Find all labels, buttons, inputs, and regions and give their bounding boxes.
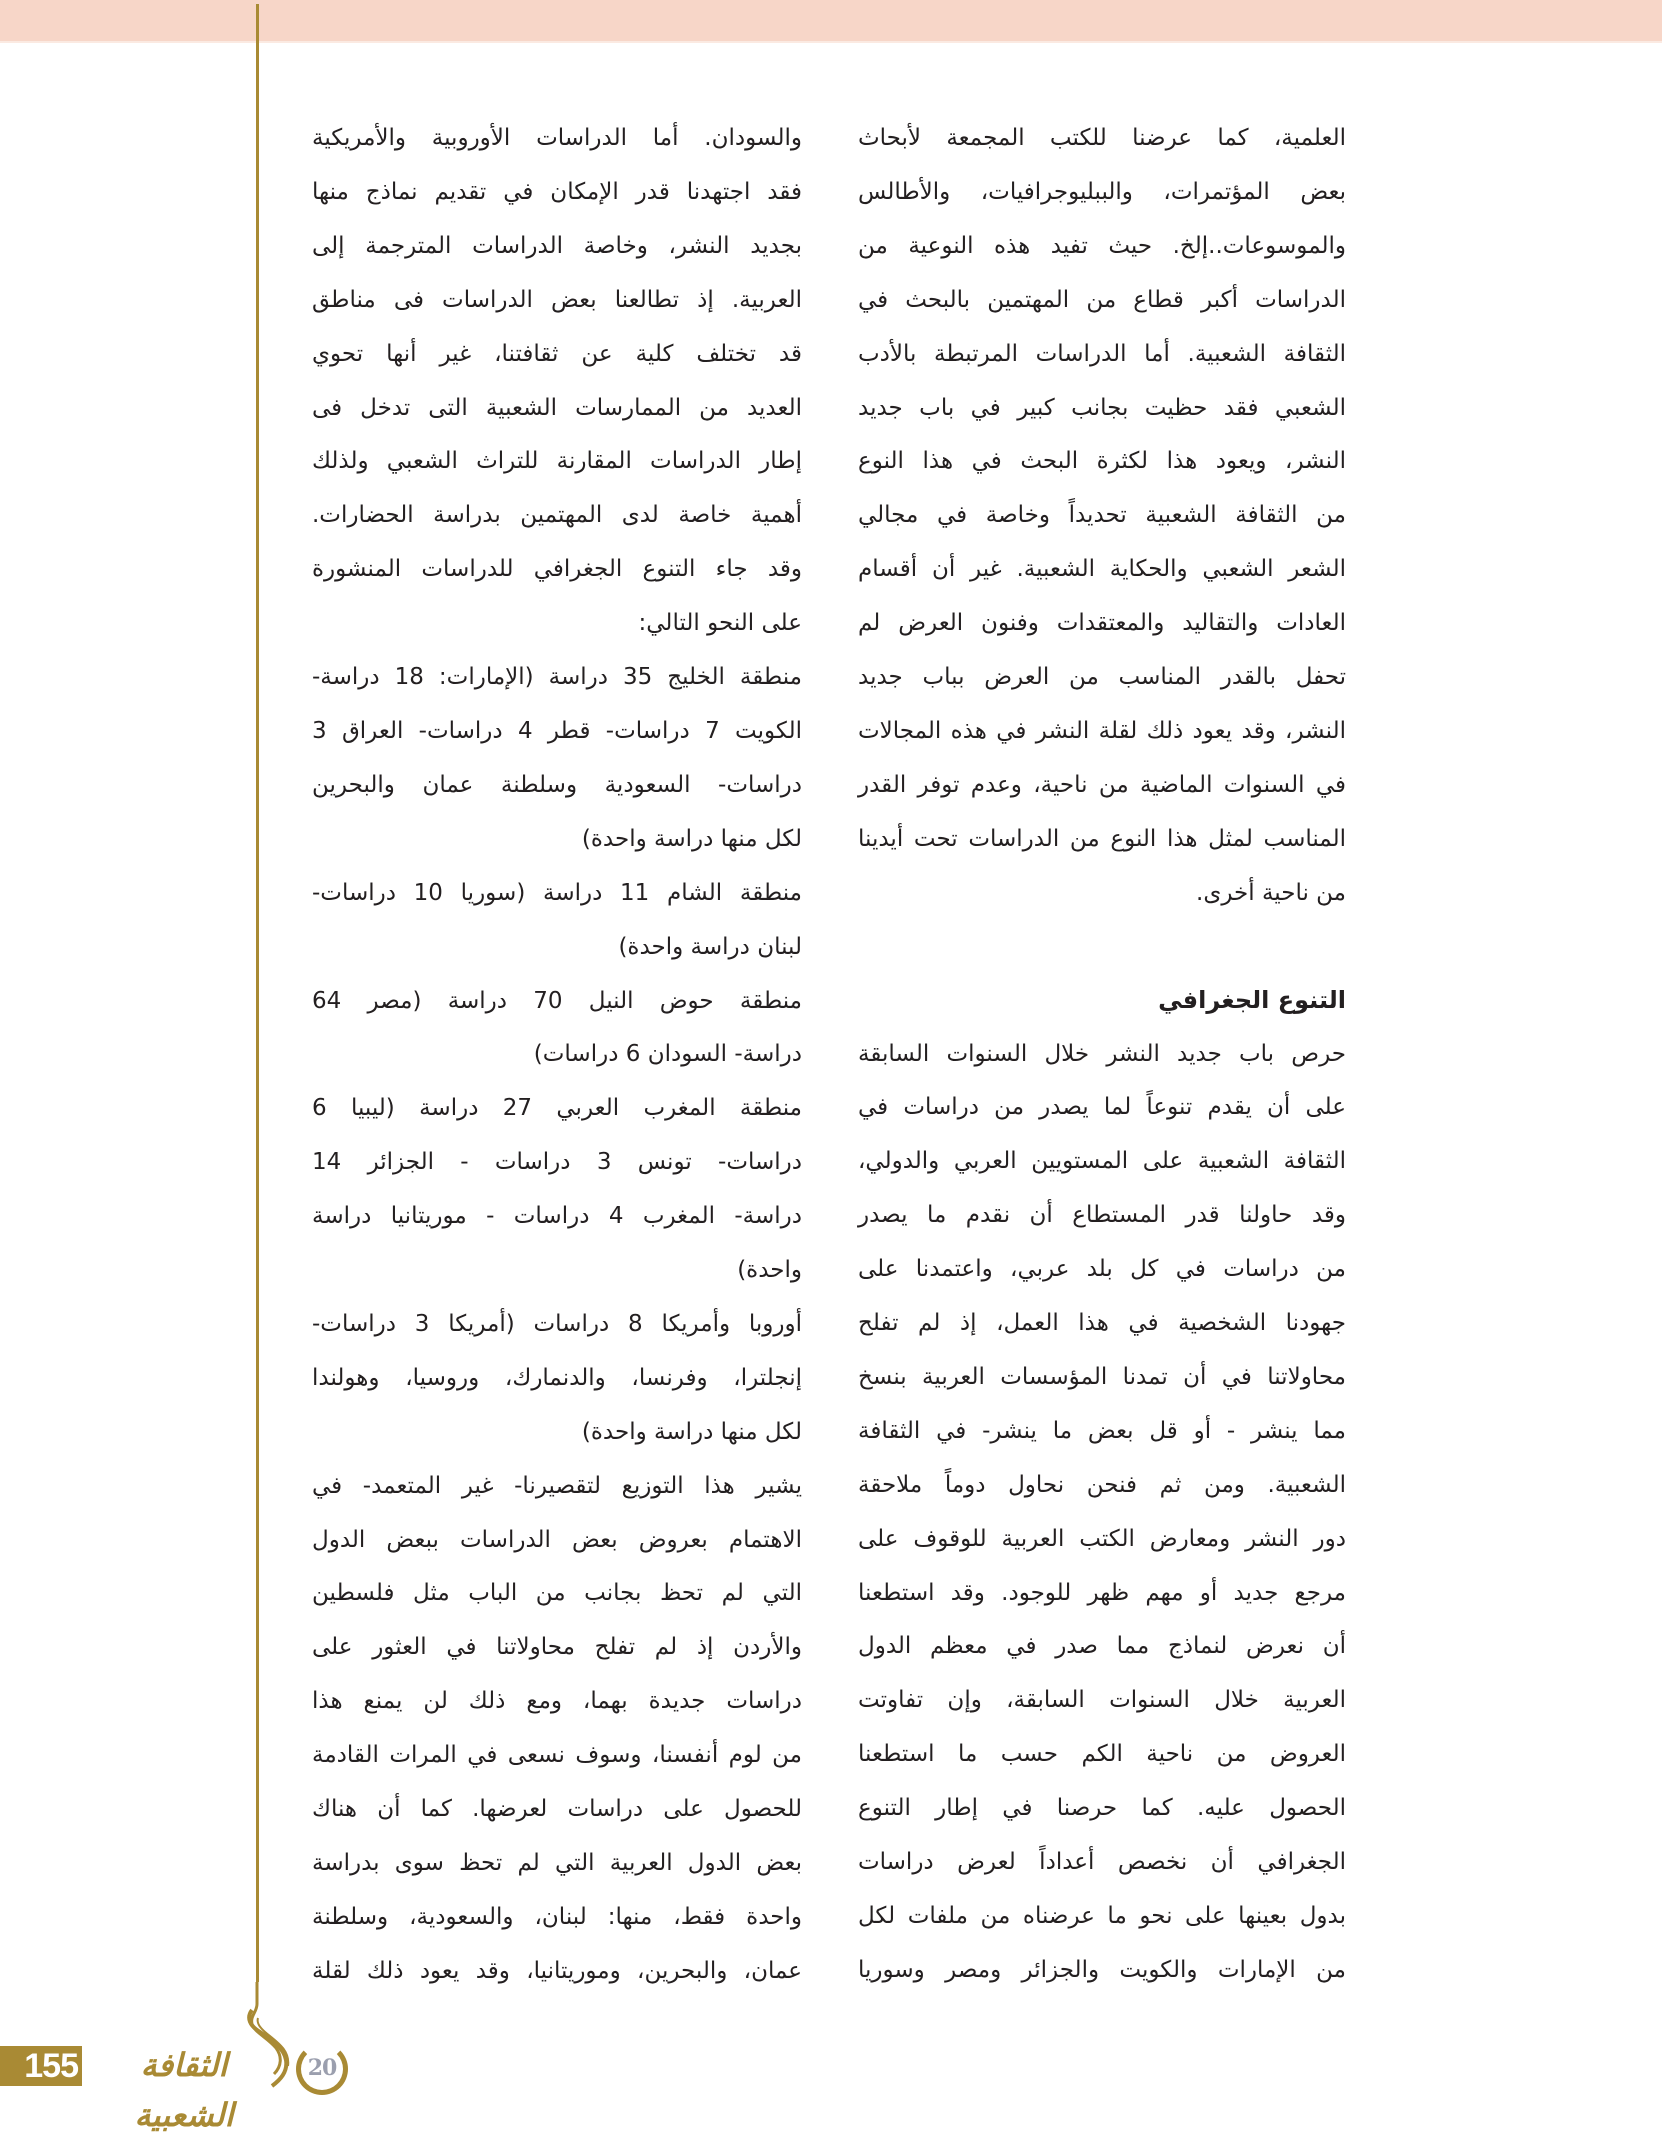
page-number: 155 — [0, 2046, 82, 2086]
left-column — [312, 112, 802, 1999]
text-line: منطقة حوض النيل 70 دراسة (مصر 64 — [312, 987, 802, 1014]
text-line: المناسب لمثل هذا النوع من الدراسات تحت أيدينا — [858, 825, 1346, 852]
text-line: دراسة- السودان 6 دراسات) — [533, 1041, 802, 1068]
text-line: والموسوعات..إلخ. حيث تفيد هذه النوعية من — [858, 232, 1346, 259]
text-line: دراسات- تونس 3 دراسات - الجزائر 14 — [312, 1149, 802, 1176]
text-line: أهمية خاصة لدى المهتمين بدراسة الحضارات. — [312, 502, 802, 529]
text-line: الحصول عليه. كما حرصنا في إطار التنوع — [858, 1795, 1346, 1822]
region-entry-maghreb — [312, 1082, 802, 1298]
text-line: الشعبي فقد حظيت بجانب كبير في باب جديد — [858, 394, 1346, 421]
text-line: واحدة) — [737, 1257, 802, 1284]
paragraph-closing — [312, 1460, 802, 1999]
text-line: العربية. إذ تطالعنا بعض الدراسات فى مناطق — [312, 286, 802, 313]
text-line: جهودنا الشخصية في هذا العمل، إذ لم تفلح — [858, 1310, 1346, 1337]
text-line: دور النشر ومعارض الكتب العربية للوقوف على — [858, 1525, 1346, 1552]
text-line: والسودان. أما الدراسات الأوروبية والأمريكية — [312, 125, 802, 151]
text-line: النشر، وقد يعود ذلك لقلة النشر في هذه المجالات — [858, 717, 1346, 744]
right-column — [858, 112, 1346, 1998]
text-line: الكويت 7 دراسات- قطر 4 دراسات- العراق 3 — [312, 717, 802, 744]
text-line: إطار الدراسات المقارنة للتراث الشعبي ولذلك — [312, 448, 802, 475]
text-line: العادات والتقاليد والمعتقدات وفنون العرض لم — [858, 610, 1346, 637]
text-line: النشر، ويعود هذا لكثرة البحث في هذا النوع — [858, 448, 1346, 475]
text-line: من دراسات في كل بلد عربي، واعتمدنا على — [858, 1256, 1346, 1283]
issue-badge-number: 20 — [307, 2055, 337, 2081]
text-line: منطقة الخليج 35 دراسة (الإمارات: 18 دراسة- — [312, 664, 802, 691]
text-line: من الإمارات والكويت والجزائر ومصر وسوريا — [858, 1956, 1346, 1983]
text-line: إنجلترا، وفرنسا، والدنمارك، وروسيا، وهولندا — [312, 1364, 802, 1391]
region-entry-gulf — [312, 651, 802, 867]
text-line: دراسات- السعودية وسلطنة عمان والبحرين — [312, 771, 802, 798]
text-line: الثقافة الشعبية. أما الدراسات المرتبطة بالأدب — [858, 340, 1346, 367]
text-line: منطقة المغرب العربي 27 دراسة (ليبيا 6 — [312, 1095, 802, 1122]
text-line: مرجع جديد أو مهم ظهر للوجود. وقد استطعنا — [858, 1579, 1346, 1606]
text-line: محاولاتنا في أن تمدنا المؤسسات العربية بنسخ — [858, 1363, 1346, 1390]
text-line: عمان، والبحرين، وموريتانيا، وقد يعود ذلك لقلة — [312, 1957, 802, 1984]
text-line: من لوم أنفسنا، وسوف نسعى في المرات القادمة — [312, 1742, 802, 1769]
paragraph-geographic-diversity — [858, 1028, 1346, 1998]
text-line: أوروبا وأمريكا 8 دراسات (أمريكا 3 دراسات- — [312, 1310, 802, 1337]
text-line: بدول بعينها على نحو ما عرضناه من ملفات لكل — [858, 1903, 1346, 1929]
text-line: وقد جاء التنوع الجغرافي للدراسات المنشورة — [312, 556, 802, 583]
text-line: الشعبية. ومن ثم فنحن نحاول دوماً ملاحقة — [858, 1471, 1346, 1498]
text-line: تحفل بالقدر المناسب من العرض بباب جديد — [858, 664, 1346, 691]
text-line: والأردن إذ لم تفلح محاولاتنا في العثور على — [312, 1634, 802, 1661]
text-line: فقد اجتهدنا قدر الإمكان في تقديم نماذج منها — [312, 178, 802, 205]
text-line: يشير هذا التوزيع لتقصيرنا- غير المتعمد- في — [312, 1472, 802, 1499]
text-line: قد تختلف كلية عن ثقافتنا، غير أنها تحوي — [312, 340, 802, 367]
text-line: الشعر الشعبي والحكاية الشعبية. غير أن أقسام — [858, 556, 1346, 583]
text-line: من الثقافة الشعبية تحديداً وخاصة في مجالي — [858, 502, 1346, 529]
paragraph-intro — [312, 112, 802, 651]
text-line: لبنان دراسة واحدة) — [618, 933, 802, 960]
region-entry-europe-america — [312, 1298, 802, 1460]
text-line: دراسة- المغرب 4 دراسات - موريتانيا دراسة — [312, 1203, 802, 1230]
text-line: العديد من الممارسات الشعبية التى تدخل فى — [312, 394, 802, 421]
header-band — [0, 0, 1662, 43]
text-line: العروض من ناحية الكم حسب ما استطعنا — [858, 1741, 1346, 1768]
text-line: التي لم تحظ بجانب من الباب مثل فلسطين — [312, 1580, 802, 1607]
section-heading-geographic-diversity: التنوع الجغرافي — [1158, 985, 1346, 1014]
text-line: للحصول على دراسات لعرضها. كما أن هناك — [312, 1796, 802, 1823]
text-line: الاهتمام بعروض بعض الدراسات ببعض الدول — [312, 1526, 802, 1553]
text-line: أن نعرض لنماذج مما صدر في معظم الدول — [858, 1633, 1346, 1660]
text-line: وقد حاولنا قدر المستطاع أن نقدم ما يصدر — [858, 1202, 1346, 1229]
paragraph-publication-types — [858, 112, 1346, 921]
text-line: منطقة الشام 11 دراسة (سوريا 10 دراسات- — [312, 879, 802, 906]
text-line: الدراسات أكبر قطاع من المهتمين بالبحث في — [858, 286, 1346, 313]
text-line: الثقافة الشعبية على المستويين العربي والدولي، — [858, 1148, 1346, 1175]
text-line: بعض الدول العربية التي لم تحظ سوى بدراسة — [312, 1850, 802, 1876]
text-line: واحدة فقط، منها: لبنان، والسعودية، وسلطنة — [312, 1903, 802, 1930]
text-line: العلمية، كما عرضنا للكتب المجمعة لأبحاث — [858, 125, 1346, 151]
text-line: العربية خلال السنوات السابقة، وإن تفاوتت — [858, 1687, 1346, 1714]
vertical-gold-rule — [256, 4, 259, 1982]
magazine-title-logo: الثقافة الشعبية — [134, 2046, 234, 2134]
text-line: مما ينشر - أو قل بعض ما ينشر- في الثقافة — [858, 1417, 1346, 1444]
text-line: حرص باب جديد النشر خلال السنوات السابقة — [858, 1040, 1346, 1067]
region-entry-levant — [312, 867, 802, 975]
text-line: لكل منها دراسة واحدة) — [581, 1418, 802, 1445]
text-line: بعض المؤتمرات، والببليوجرافيات، والأطالس — [858, 178, 1346, 205]
text-line: من ناحية أخرى. — [1196, 879, 1346, 906]
text-line: في السنوات الماضية من ناحية، وعدم توفر القدر — [858, 771, 1346, 798]
text-line: بجديد النشر، وخاصة الدراسات المترجمة إلى — [312, 232, 802, 259]
text-line: على النحو التالي: — [638, 610, 802, 637]
text-line: الجغرافي أن نخصص أعداداً لعرض دراسات — [858, 1849, 1346, 1876]
region-entry-nile-basin — [312, 975, 802, 1083]
text-line: دراسات جديدة بهما، ومع ذلك لن يمنع هذا — [312, 1688, 802, 1715]
text-line: على أن يقدم تنوعاً لما يصدر من دراسات في — [858, 1094, 1346, 1121]
text-line: لكل منها دراسة واحدة) — [581, 825, 802, 852]
